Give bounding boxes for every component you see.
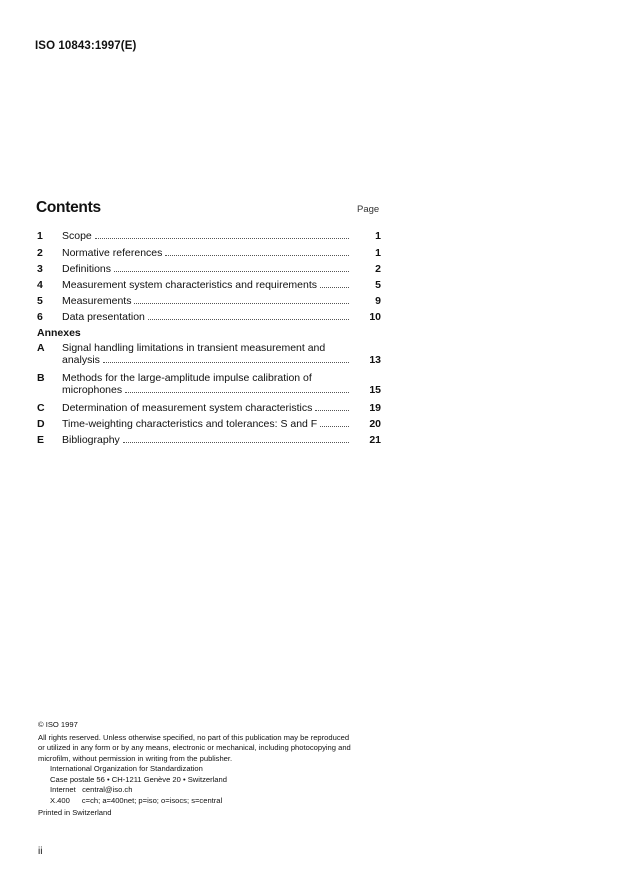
leader-dots [320,287,349,288]
toc-annex-e[interactable] [37,434,381,446]
toc-entry-page: 9 [375,295,381,307]
toc-entry-4[interactable] [37,279,381,291]
toc-entry-page: 1 [375,247,381,259]
leader-dots [320,426,349,427]
toc-entry-page: 13 [369,354,381,366]
x400-contact [38,796,383,807]
toc-entry-title: Determination of measurement system characteristics [62,402,313,414]
toc-entry-title: Data presentation [62,311,145,323]
toc-entry-page: 1 [375,230,381,242]
document-id-header: ISO 10843:1997(E) [35,40,137,52]
leader-dots [114,271,349,272]
table-of-contents [37,230,381,446]
toc-entry-3[interactable] [37,263,381,275]
toc-entry-1[interactable] [37,230,381,242]
toc-entry-6[interactable] [37,311,381,323]
toc-entry-2[interactable] [37,247,381,259]
toc-entry-number: 4 [37,279,43,291]
x400-address: c=ch; a=400net; p=iso; o=isocs; s=central [81,795,223,805]
toc-entry-page: 20 [369,418,381,430]
leader-dots [315,410,349,411]
toc-entry-number: 2 [37,247,43,259]
toc-annex-d[interactable] [37,418,381,430]
page-number: ii [38,846,43,857]
rights-notice-line-3: microfilm, without permission in writing from the publisher. [38,753,233,763]
rights-notice-line-1: All rights reserved. Unless otherwise specified, no part of this publication may be reproduced [38,732,350,742]
toc-entry-title-line1: Methods for the large-amplitude impulse calibration of [62,372,312,384]
contents-heading: Contents [36,199,101,216]
internet-address[interactable]: central@iso.ch [82,785,133,794]
leader-dots [123,442,349,443]
toc-entry-page: 5 [375,279,381,291]
x400-label: X.400 [50,795,70,805]
rights-notice-line-2: or utilized in any form or by any means, electronic or mechanical, including photocopying and [38,743,351,752]
toc-entry-number: 1 [37,230,43,242]
toc-entry-title: Bibliography [62,434,120,446]
internet-label: Internet [50,785,76,794]
leader-dots [148,319,349,320]
toc-entry-number: 3 [37,263,43,275]
printed-in: Printed in Switzerland [38,808,112,817]
copyright-symbol-line: © ISO 1997 [38,720,78,729]
toc-entry-title: Time-weighting characteristics and tolerances: S and F [62,418,318,430]
toc-entry-title-line1: Signal handling limitations in transient measurement and [62,342,326,354]
leader-dots [103,362,349,363]
toc-entry-number: A [37,342,45,354]
toc-entry-title: Measurement system characteristics and requirements [62,279,318,291]
copyright-notice [38,720,383,819]
toc-entry-page: 2 [375,263,381,275]
toc-entry-number: C [37,402,45,414]
annexes-heading: Annexes [37,327,81,339]
toc-entry-number: B [37,372,45,384]
toc-annex-a[interactable] [37,342,381,366]
organization-name: International Organization for Standardization [50,764,203,773]
postal-address: Case postale 56 • CH-1211 Genève 20 • Switzerland [50,774,227,784]
toc-entry-number: D [37,418,45,430]
toc-entry-title: Normative references [62,247,163,259]
page-column-label: Page [357,204,380,215]
leader-dots [95,238,349,239]
toc-entry-number: 6 [37,311,43,323]
toc-entry-5[interactable] [37,295,381,307]
toc-annex-b[interactable] [37,372,381,396]
toc-entry-number: 5 [37,295,43,307]
leader-dots [165,255,349,256]
toc-entry-title: Scope [62,230,92,242]
toc-entry-page: 19 [369,402,381,414]
leader-dots [134,303,349,304]
toc-entry-page: 21 [369,434,381,446]
toc-entry-page: 10 [369,311,381,323]
toc-entry-number: E [37,434,45,446]
toc-entry-title-line2: microphones [62,384,123,396]
toc-entry-title: Measurements [62,295,132,307]
toc-annex-c[interactable] [37,402,381,414]
toc-entry-title-line2: analysis [62,354,100,366]
internet-contact [38,785,383,796]
toc-entry-title: Definitions [62,263,112,275]
toc-entry-page: 15 [369,384,381,396]
leader-dots [125,392,349,393]
